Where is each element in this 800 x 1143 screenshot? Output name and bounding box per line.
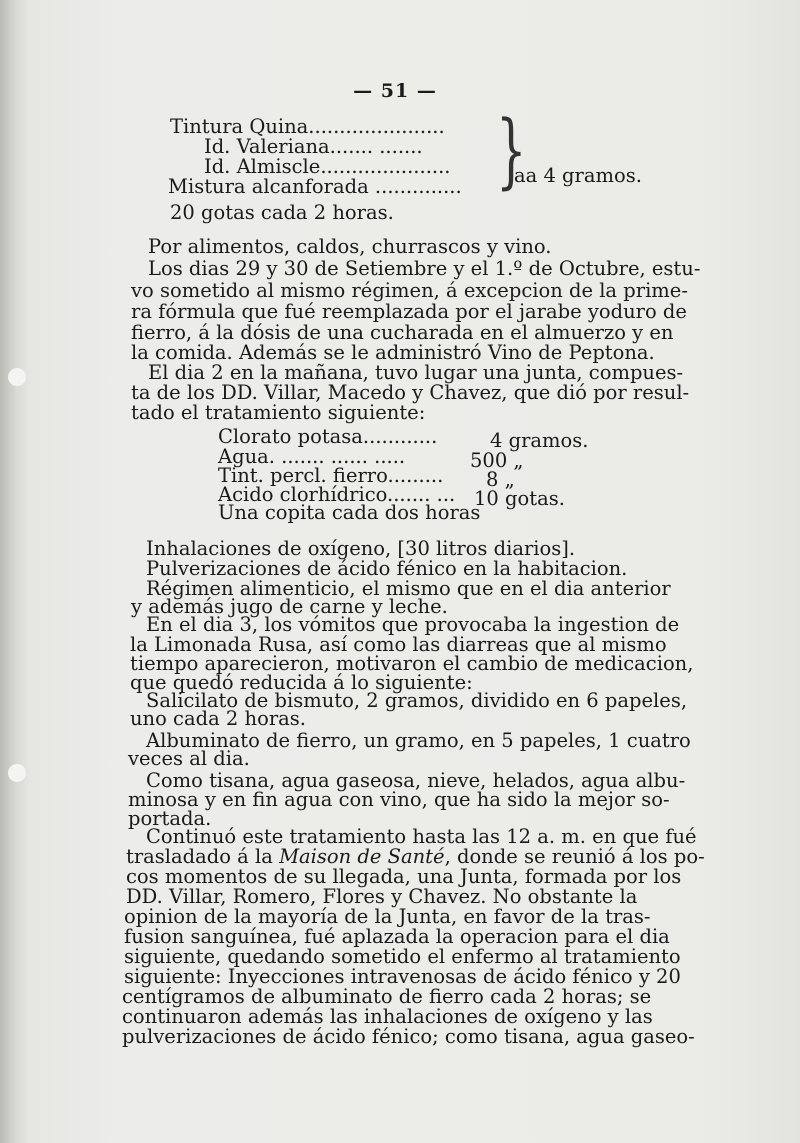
binding-notch xyxy=(8,764,26,782)
prescription-item: Clorato potasa............ xyxy=(218,425,438,448)
text-line: Inhalaciones de oxígeno, [30 litros diarios]. xyxy=(146,537,576,560)
prescription-item: Id. Valeriana....... ....... xyxy=(204,135,423,158)
binding-notch xyxy=(8,368,26,386)
text-line: vo sometido al mismo régimen, á excepcion de la prime- xyxy=(131,279,688,302)
text-line: centígramos de albuminato de fierro cada 2 horas; se xyxy=(122,985,652,1008)
text-line: fusion sanguínea, fué aplazada la operacion para el dia xyxy=(124,925,670,948)
text-line: Salicilato de bismuto, 2 gramos, dividido en 6 papeles, xyxy=(146,689,688,712)
text-line: siguiente: Inyecciones intravenosas de ácido fénico y 20 xyxy=(124,965,681,988)
text-line: Los dias 29 y 30 de Setiembre y el 1.º de Octubre, estu- xyxy=(148,257,701,280)
prescription-item: Acido clorhídrico....... ... xyxy=(218,483,456,506)
brace-icon: } xyxy=(496,103,527,199)
text-line: minosa y en fin agua con vino, que ha sido la mejor so- xyxy=(128,788,670,811)
prescription-note: Una copita cada dos horas xyxy=(218,501,481,524)
text-line: tiempo aparecieron, motivaron el cambio de medicacion, xyxy=(130,652,694,675)
text-line: que quedó reducida á lo siguiente: xyxy=(130,671,473,694)
page-number: — 51 — xyxy=(353,80,437,102)
text-line: El dia 2 en la mañana, tuvo lugar una junta, compues- xyxy=(148,361,684,384)
prescription-item: Id. Almiscle..................... xyxy=(204,155,451,178)
text-line: ta de los DD. Villar, Macedo y Chavez, que dió por resul- xyxy=(131,381,690,404)
text-line: cos momentos de su llegada, una Junta, formada por los xyxy=(126,865,682,888)
text-line: continuaron además las inhalaciones de oxígeno y las xyxy=(122,1005,653,1028)
prescription-value: 4 gramos. xyxy=(490,429,589,452)
prescription-item: Mistura alcanforada .............. xyxy=(168,175,462,198)
text-line: la Limonada Rusa, así como las diarreas que al mismo xyxy=(130,633,667,656)
text-line: Continuó este tratamiento hasta las 12 a. m. en que fué xyxy=(146,825,697,848)
text-span: , donde se reunió á los po- xyxy=(444,845,705,868)
prescription-value: 500 „ xyxy=(470,449,524,472)
prescription-frequency: 20 gotas cada 2 horas. xyxy=(170,201,394,224)
prescription-value: 10 gotas. xyxy=(474,487,565,510)
prescription-item: Tintura Quina...................... xyxy=(170,115,445,138)
text-line: la comida. Además se le administró Vino de Peptona. xyxy=(131,341,655,364)
text-line: DD. Villar, Romero, Flores y Chavez. No obstante la xyxy=(126,885,638,908)
text-line: En el dia 3, los vómitos que provocaba la ingestion de xyxy=(146,613,680,636)
text-line: siguiente, quedando sometido el enfermo al tratamiento xyxy=(124,945,681,968)
text-line: portada. xyxy=(128,807,212,830)
prescription-item: Tint. percl. fierro......... xyxy=(218,464,444,487)
text-line: pulverizaciones de ácido fénico; como tisana, agua gaseo- xyxy=(122,1025,695,1048)
text-line: Régimen alimenticio, el mismo que en el dia anterior xyxy=(146,577,671,600)
text-line: Albuminato de fierro, un gramo, en 5 papeles, 1 cuatro xyxy=(146,729,691,752)
text-line: veces al dia. xyxy=(128,747,250,770)
text-line: fierro, á la dósis de una cucharada en el almuerzo y en xyxy=(131,321,674,344)
text-line: y además jugo de carne y leche. xyxy=(131,595,448,618)
prescription-item: Agua. ....... ...... ..... xyxy=(218,445,406,468)
prescription-dose: aa 4 gramos. xyxy=(514,164,642,187)
text-line: ra fórmula que fué reemplazada por el jarabe yoduro de xyxy=(131,300,687,323)
text-line: opinion de la mayoría de la Junta, en favor de la tras- xyxy=(124,905,651,928)
text-line: tado el tratamiento siguiente: xyxy=(131,401,426,424)
prescription-value: 8 „ xyxy=(486,468,515,491)
place-name: Maison de Santé xyxy=(279,845,445,868)
text-line: Como tisana, agua gaseosa, nieve, helados, agua albu- xyxy=(146,769,686,792)
text-line: Pulverizaciones de ácido fénico en la habitacion. xyxy=(146,557,628,580)
text-span: trasladado á la xyxy=(126,845,280,868)
text-line: Por alimentos, caldos, churrascos y vino. xyxy=(148,235,552,258)
text-line: uno cada 2 horas. xyxy=(130,707,306,730)
page-gutter xyxy=(0,0,18,1143)
